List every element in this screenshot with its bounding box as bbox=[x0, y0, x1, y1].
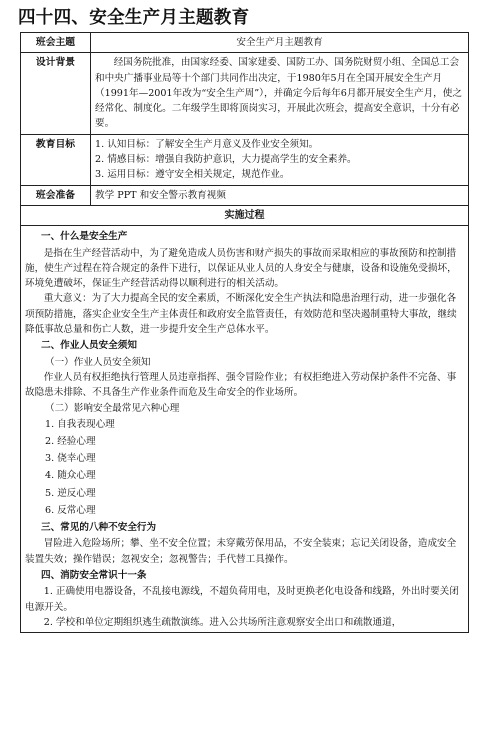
section-paragraph: 2. 学校和单位定期组织逃生疏散演练。进入公共场所注意观察安全出口和疏散通道， bbox=[43, 616, 402, 628]
table-row bbox=[21, 185, 469, 205]
section-paragraph: 是指在生产经营活动中，为了避免造成人员伤害和财产损失的事故而采取相应的事故预防和控制措施，使生产过程在符合规定的条件下进行，以保证从业人员的人身安全与健康，设备和设施免受损坏，环境免遭破坏，保证生产经营活动得以顺利进行的相关活动。 bbox=[25, 247, 457, 290]
section-heading: 三、常见的八种不安全行为 bbox=[41, 522, 157, 534]
goals-cell bbox=[91, 134, 469, 185]
list-item: 5. 逆反心理 bbox=[45, 487, 96, 499]
section-heading: 四、消防安全常识十一条 bbox=[41, 569, 147, 581]
prep-value: 教学 PPT 和安全警示教育视频 bbox=[91, 185, 469, 205]
goal-item: 1. 认知目标：了解安全生产月意义及作业安全须知。 bbox=[95, 138, 319, 150]
table-row bbox=[21, 205, 469, 225]
section-heading: 二、作业人员安全须知 bbox=[41, 340, 137, 352]
lesson-plan-table bbox=[20, 32, 469, 633]
list-item: 2. 经验心理 bbox=[45, 436, 96, 448]
list-item: 1. 自我表现心理 bbox=[45, 418, 115, 430]
list-item: 6. 反常心理 bbox=[45, 504, 96, 516]
section-paragraph: 重大意义：为了大力提高全民的安全素质，不断深化安全生产执法和隐患治理行动，进一步强化各项预防措施，落实企业安全生产主体责任和政府安全监管责任，有效防范和坚决遏制重特大事故，继续降低事故总量和伤亡人数，进一步提升安全生产总体水平。 bbox=[25, 293, 457, 336]
section-paragraph: 作业人员有权拒绝执行管理人员违章指挥、强令冒险作业；有权拒绝进入劳动保护条件不完备、事故隐患未排除、不具备生产作业条件而危及生命安全的作业场所。 bbox=[25, 371, 457, 399]
list-item: 3. 侥幸心理 bbox=[45, 453, 96, 465]
goals-label: 教育目标 bbox=[21, 134, 91, 185]
section-paragraph: 冒险进入危险场所；攀、坐不安全位置；未穿戴劳保用品，不安全装束；忘记关闭设备，造成安全装置失效；操作错误；忽视安全；忽视警告；手代替工具操作。 bbox=[25, 538, 457, 565]
section-paragraph: 1. 正确使用电器设备，不乱接电源线，不超负荷用电，及时更换老化电设备和线路，外出时要关闭电源开关。 bbox=[25, 586, 459, 613]
goal-item: 3. 运用目标：遵守安全相关规定，规范作业。 bbox=[95, 169, 290, 181]
theme-label: 班会主题 bbox=[21, 33, 91, 53]
background-label: 设计背景 bbox=[21, 53, 91, 134]
list-item: 4. 随众心理 bbox=[45, 470, 96, 482]
section-heading: 一、什么是安全生产 bbox=[41, 231, 128, 243]
document-title: 四十四、安全生产月主题教育 bbox=[18, 8, 250, 28]
table-row bbox=[21, 33, 469, 53]
process-content bbox=[21, 226, 469, 633]
theme-value: 安全生产月主题教育 bbox=[91, 33, 469, 53]
goal-item: 2. 情感目标：增强自我防护意识，大力提高学生的安全素养。 bbox=[95, 154, 357, 166]
subsection-heading: （一）作业人员安全须知 bbox=[45, 356, 151, 368]
table-row bbox=[21, 134, 469, 185]
table-row bbox=[21, 53, 469, 134]
table-row bbox=[21, 226, 469, 633]
subsection-heading: （二）影响安全最常见六种心理 bbox=[45, 402, 180, 414]
process-header: 实施过程 bbox=[21, 205, 469, 225]
background-text: 经国务院批准，由国家经委、国家建委、国防工办、国务院财贸小组、全国总工会和中央广播事业局等十个部门共同作出决定，于1980年5月在全国开展安全生产月（1991年—2001年改为“安全生产周”），并确定今后每年6月都开展安全生产月，使之经常化、制度化。二年级学生即将顶岗实习，开展此次班会，提高安全意识，十分有必要。 bbox=[95, 57, 462, 130]
background-cell bbox=[91, 53, 469, 134]
prep-label: 班会准备 bbox=[21, 185, 91, 205]
